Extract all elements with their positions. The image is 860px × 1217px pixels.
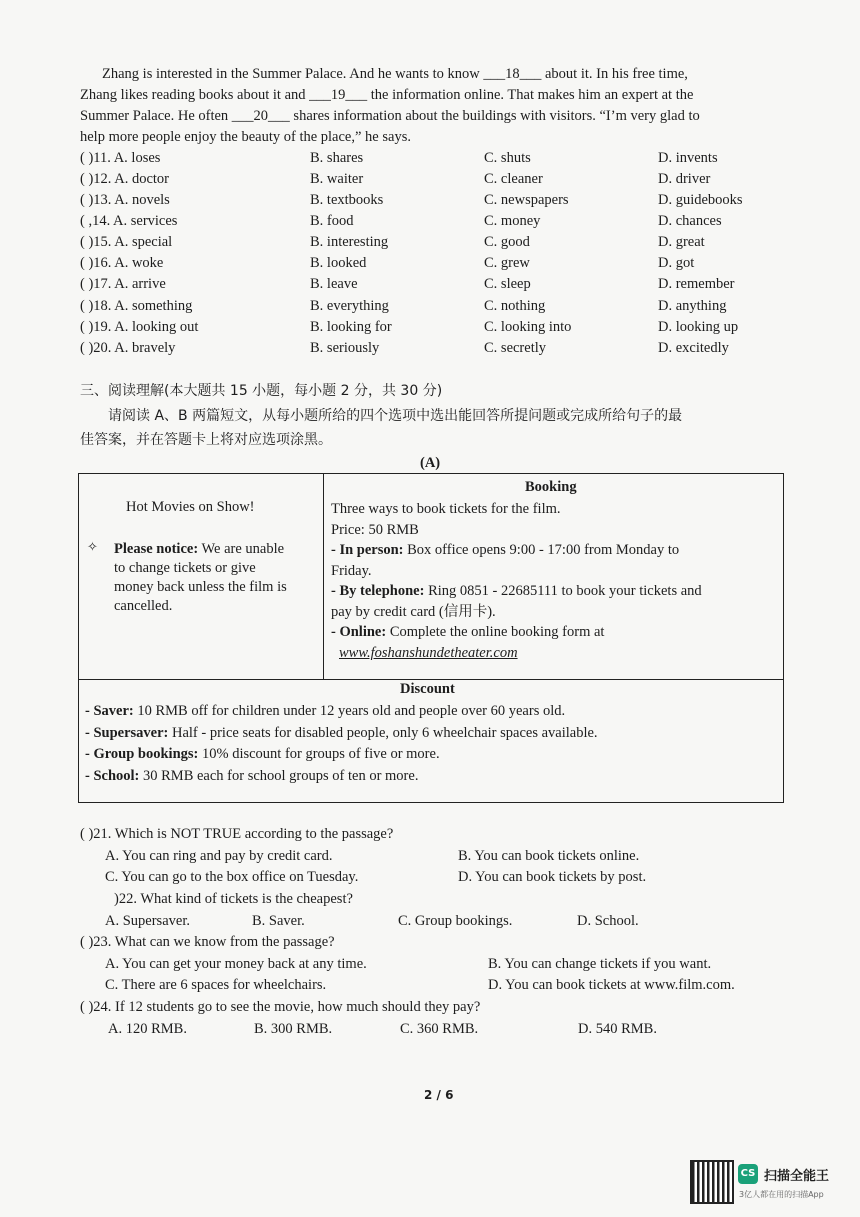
- option-d: D. driver: [658, 171, 711, 187]
- option-a: ( )13. A. novels: [80, 192, 170, 208]
- qr-code-icon: [690, 1160, 734, 1204]
- choice-23b: B. You can change tickets if you want.: [488, 956, 712, 972]
- choice-21d: D. You can book tickets by post.: [458, 869, 647, 885]
- booking-title: Booking: [525, 479, 577, 495]
- choice-24a: A. 120 RMB.: [108, 1021, 187, 1037]
- discount-title: Discount: [400, 681, 455, 697]
- option-row: [80, 255, 800, 276]
- camscanner-logo: CS: [738, 1164, 758, 1184]
- online-label: - Online:: [331, 624, 387, 640]
- option-row: [80, 150, 800, 171]
- divider: [79, 679, 783, 680]
- option-a: ( )20. A. bravely: [80, 340, 176, 356]
- question-23: ( )23. What can we know from the passage?: [80, 934, 335, 950]
- instruction-line: 请阅读 A、B 两篇短文，从每小题所给的四个选项中选出能回答所提问题或完成所给句子的最: [108, 408, 683, 424]
- option-row: [80, 234, 800, 255]
- in-person-text: Friday.: [331, 562, 372, 579]
- choice-24c: C. 360 RMB.: [400, 1021, 479, 1037]
- question-22: )22. What kind of tickets is the cheapest?: [114, 891, 353, 907]
- option-b: B. leave: [310, 276, 358, 292]
- option-b: B. waiter: [310, 171, 364, 187]
- option-row: [80, 192, 800, 213]
- choice-23d: D. You can book tickets at www.film.com.: [488, 977, 735, 993]
- choice-22c: C. Group bookings.: [398, 913, 513, 929]
- choice-21a: A. You can ring and pay by credit card.: [105, 848, 333, 864]
- option-a: ( )18. A. something: [80, 298, 193, 314]
- option-row: [80, 298, 800, 319]
- discount-label: - Saver:: [85, 703, 134, 719]
- in-person-label: - In person:: [331, 542, 404, 558]
- option-c: C. sleep: [484, 276, 531, 292]
- option-c: C. looking into: [484, 319, 572, 335]
- choice-22d: D. School.: [577, 913, 639, 929]
- option-a: ( )11. A. loses: [80, 150, 161, 166]
- option-c: C. shuts: [484, 150, 531, 166]
- notice-text: We are unable: [198, 541, 285, 557]
- online-url-link[interactable]: www.foshanshundetheater.com: [339, 644, 518, 661]
- discount-item: [85, 744, 598, 766]
- telephone-label: - By telephone:: [331, 583, 425, 599]
- choice-24b: B. 300 RMB.: [254, 1021, 333, 1037]
- choice-22b: B. Saver.: [252, 913, 305, 929]
- option-b: B. everything: [310, 298, 389, 314]
- option-d: D. looking up: [658, 319, 739, 335]
- app-name: 扫描全能王: [764, 1169, 830, 1184]
- discount-label: - Group bookings:: [85, 746, 199, 762]
- choice-23a: A. You can get your money back at any time.: [105, 956, 367, 972]
- page-number: 2 / 6: [424, 1088, 454, 1102]
- option-row: [80, 340, 800, 361]
- discount-item: [85, 723, 598, 745]
- option-row: [80, 276, 800, 297]
- option-a: ( )16. A. woke: [80, 255, 164, 271]
- discount-text: Half - price seats for disabled people, only 6 wheelchair spaces available.: [168, 724, 598, 741]
- info-box: [78, 473, 784, 803]
- option-d: D. chances: [658, 213, 722, 229]
- passage-line: help more people enjoy the beauty of the place,” he says.: [80, 129, 411, 145]
- option-d: D. excitedly: [658, 340, 729, 356]
- discount-item: [85, 766, 598, 788]
- option-d: D. remember: [658, 276, 735, 292]
- option-c: C. secretly: [484, 340, 547, 356]
- choice-21b: B. You can book tickets online.: [458, 848, 640, 864]
- option-d: D. invents: [658, 150, 718, 166]
- telephone-text: Ring 0851 - 22685111 to book your tickets and: [424, 583, 702, 599]
- option-b: B. food: [310, 213, 354, 229]
- booking-block: [331, 499, 702, 663]
- option-b: B. interesting: [310, 234, 389, 250]
- option-b: B. shares: [310, 150, 364, 166]
- section-instructions: [80, 404, 780, 452]
- choice-24d: D. 540 RMB.: [578, 1021, 657, 1037]
- passage-line: Zhang likes reading books about it and ___19___ the information online. That makes him an expert at the: [80, 87, 694, 103]
- choice-21c: C. You can go to the box office on Tuesday.: [105, 869, 359, 885]
- option-a: ( )17. A. arrive: [80, 276, 166, 292]
- option-row: [80, 171, 800, 192]
- notice-text: to change tickets or give: [114, 560, 256, 576]
- in-person-text: Box office opens 9:00 - 17:00 from Monday to: [403, 542, 680, 558]
- option-a: ( )15. A. special: [80, 234, 173, 250]
- question-21: ( )21. Which is NOT TRUE according to the passage?: [80, 826, 394, 842]
- option-c: C. nothing: [484, 298, 546, 314]
- option-c: C. good: [484, 234, 530, 250]
- notice-text: cancelled.: [114, 598, 173, 614]
- booking-intro: Three ways to book tickets for the film.: [331, 501, 561, 517]
- option-b: B. seriously: [310, 340, 380, 356]
- discount-label: - Supersaver:: [85, 724, 169, 741]
- option-row: [80, 319, 800, 340]
- notice-block: [114, 540, 287, 616]
- option-d: D. got: [658, 255, 695, 271]
- option-a: ( )19. A. looking out: [80, 319, 199, 335]
- passage-label: (A): [420, 455, 441, 471]
- divider: [323, 474, 324, 679]
- booking-price: Price: 50 RMB: [331, 521, 419, 538]
- section-heading: 三、阅读理解(本大题共 15 小题，每小题 2 分，共 30 分): [80, 383, 443, 399]
- app-tagline: 3亿人都在用的扫描App: [739, 1190, 824, 1199]
- notice-text: money back unless the film is: [114, 579, 287, 595]
- question-24: ( )24. If 12 students go to see the movie, how much should they pay?: [80, 999, 481, 1015]
- online-text: Complete the online booking form at: [386, 624, 605, 640]
- discount-label: - School:: [85, 767, 140, 784]
- passage-line: Zhang is interested in the Summer Palace. And he wants to know ___18___ about it. In his free time,: [102, 66, 688, 82]
- option-c: C. grew: [484, 255, 530, 271]
- option-b: B. looking for: [310, 319, 392, 335]
- option-c: C. money: [484, 213, 541, 229]
- choice-23c: C. There are 6 spaces for wheelchairs.: [105, 977, 327, 993]
- discount-text: 10 RMB off for children under 12 years old and people over 60 years old.: [133, 703, 566, 719]
- cloze-passage: [80, 64, 780, 148]
- box-left-title: Hot Movies on Show!: [126, 499, 255, 515]
- discount-text: 30 RMB each for school groups of ten or more.: [139, 767, 419, 784]
- discount-text: 10% discount for groups of five or more.: [198, 746, 440, 762]
- option-row: [80, 213, 800, 234]
- telephone-text: pay by credit card (信用卡).: [331, 603, 496, 620]
- option-a: ( )12. A. doctor: [80, 171, 169, 187]
- discount-list: [85, 701, 598, 787]
- option-b: B. looked: [310, 255, 367, 271]
- discount-item: [85, 701, 598, 723]
- option-d: D. guidebooks: [658, 192, 743, 208]
- diamond-icon: ✧: [87, 540, 98, 555]
- option-a: ( ,14. A. services: [80, 213, 178, 229]
- option-c: C. newspapers: [484, 192, 569, 208]
- option-d: D. great: [658, 234, 705, 250]
- option-b: B. textbooks: [310, 192, 384, 208]
- notice-label: Please notice:: [114, 541, 199, 557]
- option-d: D. anything: [658, 298, 727, 314]
- passage-line: Summer Palace. He often ___20___ shares information about the buildings with visitors. “I’m very glad to: [80, 108, 700, 124]
- instruction-line: 佳答案，并在答题卡上将对应选项涂黑。: [80, 432, 332, 448]
- choice-22a: A. Supersaver.: [105, 913, 190, 929]
- option-c: C. cleaner: [484, 171, 543, 187]
